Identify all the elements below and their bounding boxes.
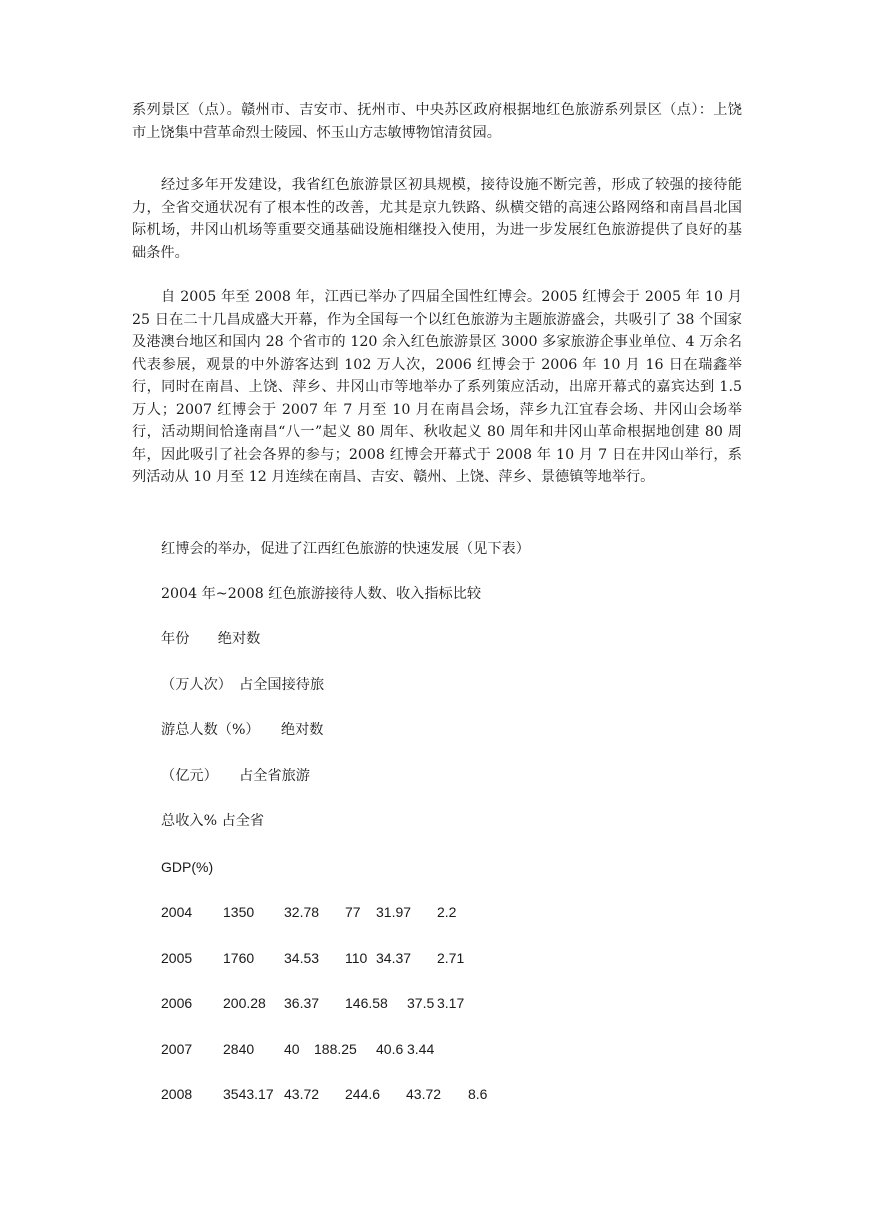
intro-line: 红博会的举办，促进了江西红色旅游的快速发展（见下表） — [161, 541, 530, 557]
income-cell: 188.25 — [314, 1041, 357, 1057]
visitors-cell: 1760 — [223, 950, 255, 966]
table-header-line: （亿元） 占全省旅游 — [161, 768, 310, 784]
visitors-cell: 200.28 — [223, 995, 266, 1011]
table-header-line: GDP(%) — [161, 859, 214, 875]
visitors-cell: 1350 — [223, 904, 255, 920]
income-share-cell: 34.37 — [376, 950, 412, 966]
year-cell: 2008 — [161, 1086, 193, 1102]
table-header-line: 年份 绝对数 — [161, 631, 261, 647]
visitors-cell: 2840 — [223, 1041, 255, 1057]
gdp-share-cell: 3.17 — [437, 995, 465, 1011]
year-cell: 2004 — [161, 904, 193, 920]
paragraph-scenic-spots: 系列景区（点）。赣州市、吉安市、抚州市、中央苏区政府根据地红色旅游系列景区（点）：上饶市上饶集中营革命烈士陵园、怀玉山方志敏博物馆清贫园。 — [132, 102, 742, 141]
income-cell: 110 — [345, 950, 368, 966]
visitor-share-cell: 36.37 — [284, 995, 320, 1011]
table-header-line: 游总人数（%） 绝对数 — [161, 722, 324, 738]
income-cell: 77 — [345, 904, 361, 920]
year-cell: 2006 — [161, 995, 193, 1011]
income-share-cell: 37.5 — [407, 995, 435, 1011]
gdp-share-cell: 8.6 — [468, 1086, 488, 1102]
paragraph-infrastructure: 经过多年开发建设，我省红色旅游景区初具规模，接待设施不断完善，形成了较强的接待能力，全省交通状况有了根本性的改善，尤其是京九铁路、纵横交错的高速公路网络和南昌昌北国际机场，井冈山机场等重要交通基础设施相继投入使用，为进一步发展红色旅游提供了良好的基础条件。 — [132, 177, 742, 261]
visitor-share-cell: 43.72 — [284, 1086, 320, 1102]
gdp-share-cell: 2.71 — [437, 950, 465, 966]
visitor-share-cell: 40 — [284, 1041, 300, 1057]
table-title: 2004 年~2008 红色旅游接待人数、收入指标比较 — [161, 586, 482, 602]
income-cell: 146.58 — [345, 995, 388, 1011]
table-header-line: （万人次） 占全国接待旅 — [161, 677, 325, 693]
income-share-cell: 31.97 — [376, 904, 412, 920]
visitor-share-cell: 32.78 — [284, 904, 320, 920]
income-share-cell: 40.6 — [376, 1041, 404, 1057]
year-cell: 2007 — [161, 1041, 193, 1057]
paragraph-red-expo: 自 2005 年至 2008 年，江西已举办了四届全国性红博会。2005 红博会于 2005 年 10 月 25 日在二十几昌成盛大开幕，作为全国每一个以红色旅游为主题旅游盛会，共吸引了 38 个国家及港澳台地区和国内 28 个省市的 120 余入红色旅游景区 3000 多家旅游企事业单位、4 万余名代表参展，观景的中外游客达到 102 万人次，2006 红博会于 2006 年 10 月 16 日在瑞鑫举行，同时在南昌、上饶、萍乡、井冈山市等地举办了系列策应活动，出席开幕式的嘉宾达到 1.5 万人；2007 红博会于 2007 年 7 月至 10 月在南昌会场，萍乡九江宜春会场、井冈山会场举行，活动期间恰逢南昌“八一”起义 80 周年、秋收起义 80 周年和井冈山革命根据地创建 80 周年，因此吸引了社会各界的参与；2008 红博会开幕式于 2008 年 10 月 7 日在井冈山举行，系列活动从 10 月至 12 月连续在南昌、吉安、赣州、上饶、萍乡、景德镇等地举行。 — [132, 289, 742, 485]
income-share-cell: 43.72 — [406, 1086, 442, 1102]
visitor-share-cell: 34.53 — [284, 950, 320, 966]
income-cell: 244.6 — [345, 1086, 381, 1102]
year-cell: 2005 — [161, 950, 193, 966]
table-header-line: 总收入% 占全省 — [161, 813, 265, 829]
gdp-share-cell: 2.2 — [437, 904, 457, 920]
gdp-share-cell: 3.44 — [407, 1041, 435, 1057]
visitors-cell: 3543.17 — [223, 1086, 274, 1102]
